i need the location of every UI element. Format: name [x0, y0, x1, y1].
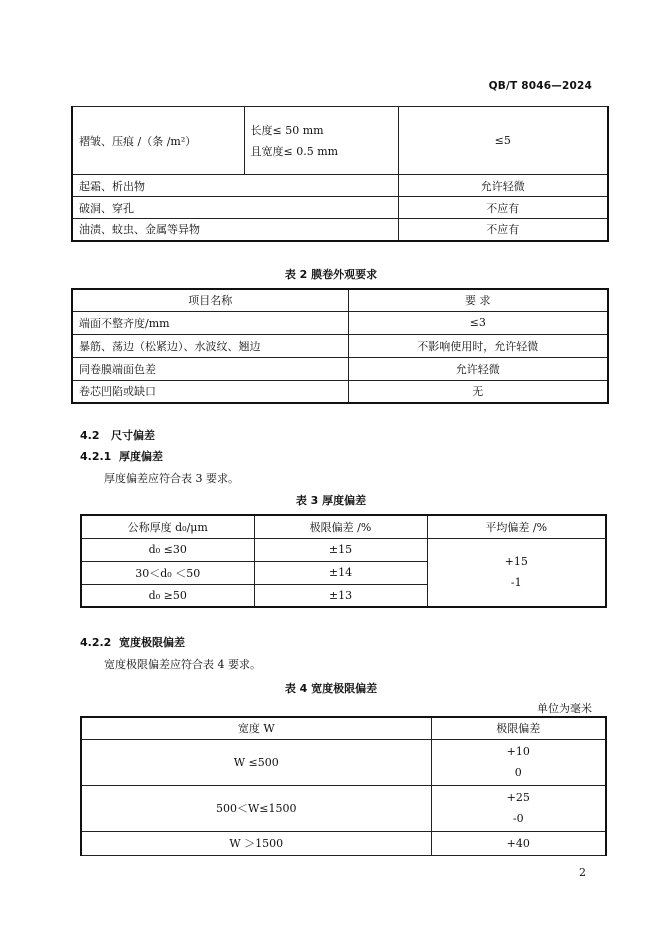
section-4-2-2-text: 宽度极限偏差应符合表 4 要求。 — [104, 658, 261, 671]
table-cell — [244, 107, 398, 175]
table-cell: 暴筋、荡边（松紧边）、水波纹、翘边 — [72, 334, 348, 357]
table-header: 项目名称 — [72, 289, 348, 311]
table3 — [80, 514, 607, 608]
table-header: 平均偏差 /% — [427, 515, 606, 538]
table-cell: 起霜、析出物 — [72, 175, 398, 197]
table-cell: 油渍、蚊虫、金属等异物 — [72, 219, 398, 241]
table-cell: 卷芯凹陷或缺口 — [72, 380, 348, 403]
section-title: 宽度极限偏差 — [119, 636, 185, 649]
table-cell: 允许轻微 — [398, 175, 608, 197]
condition-length: 长度≤ 50 mm — [250, 123, 324, 137]
section-number: 4.2 — [80, 429, 100, 442]
section-number: 4.2.2 — [80, 636, 112, 649]
upper-deviation: +10 — [506, 745, 530, 758]
table-cell: ±14 — [254, 561, 427, 584]
table-cell: ≤5 — [398, 107, 608, 175]
table-cell: 同卷膜端面色差 — [72, 357, 348, 380]
table-cell: ±15 — [254, 538, 427, 561]
section-4-2-heading — [80, 427, 155, 443]
section-title: 尺寸偏差 — [111, 429, 155, 442]
table-cell: d₀ ≥50 — [81, 584, 254, 607]
table-header: 公称厚度 d₀/μm — [81, 515, 254, 538]
table-header: 要 求 — [348, 289, 608, 311]
section-title: 厚度偏差 — [119, 450, 163, 463]
standard-code: QB/T 8046—2024 — [488, 80, 592, 92]
table-cell: ±13 — [254, 584, 427, 607]
table-cell: 端面不整齐度/mm — [72, 311, 348, 334]
table2 — [71, 288, 609, 404]
section-4-2-1-heading — [80, 448, 163, 464]
table-cell: 500＜W≤1500 — [81, 785, 431, 831]
page-number: 2 — [579, 866, 586, 879]
average-deviation-cell — [427, 538, 606, 607]
table-cell: d₀ ≤30 — [81, 538, 254, 561]
table4 — [80, 716, 607, 856]
table-header: 极限偏差 — [431, 717, 606, 739]
section-number: 4.2.1 — [80, 450, 112, 463]
table-cell: 不应有 — [398, 219, 608, 241]
table-cell: 30＜d₀ ＜50 — [81, 561, 254, 584]
table-cell: 破洞、穿孔 — [72, 197, 398, 219]
table-cell: 褶皱、压痕 /（条 /m²） — [72, 107, 244, 175]
table2-caption: 表 2 膜卷外观要求 — [284, 268, 378, 281]
table-cell: 不影响使用时，允许轻微 — [348, 334, 608, 357]
lower-deviation: -0 — [512, 812, 524, 825]
condition-width: 且宽度≤ 0.5 mm — [250, 144, 339, 158]
lower-deviation: 0 — [514, 766, 522, 779]
table-cell: W ≤500 — [81, 739, 431, 785]
table4-unit: 单位为毫米 — [537, 702, 592, 715]
table-cell: 无 — [348, 380, 608, 403]
table-cell — [431, 739, 606, 785]
upper-deviation: +25 — [506, 791, 530, 804]
avg-minus: -1 — [510, 576, 522, 590]
table-cell: +40 — [431, 831, 606, 855]
table-header: 宽度 W — [81, 717, 431, 739]
table-cell: 不应有 — [398, 197, 608, 219]
table-cell: W ＞1500 — [81, 831, 431, 855]
section-4-2-2-heading — [80, 634, 185, 650]
table-header: 极限偏差 /% — [254, 515, 427, 538]
table-cell: 允许轻微 — [348, 357, 608, 380]
avg-plus: +15 — [504, 555, 528, 569]
table-cell: ≤3 — [348, 311, 608, 334]
section-4-2-1-text: 厚度偏差应符合表 3 要求。 — [104, 472, 239, 485]
table3-caption: 表 3 厚度偏差 — [295, 494, 367, 507]
table-cell — [431, 785, 606, 831]
table4-caption: 表 4 宽度极限偏差 — [284, 682, 378, 695]
table1-continuation — [71, 106, 609, 242]
